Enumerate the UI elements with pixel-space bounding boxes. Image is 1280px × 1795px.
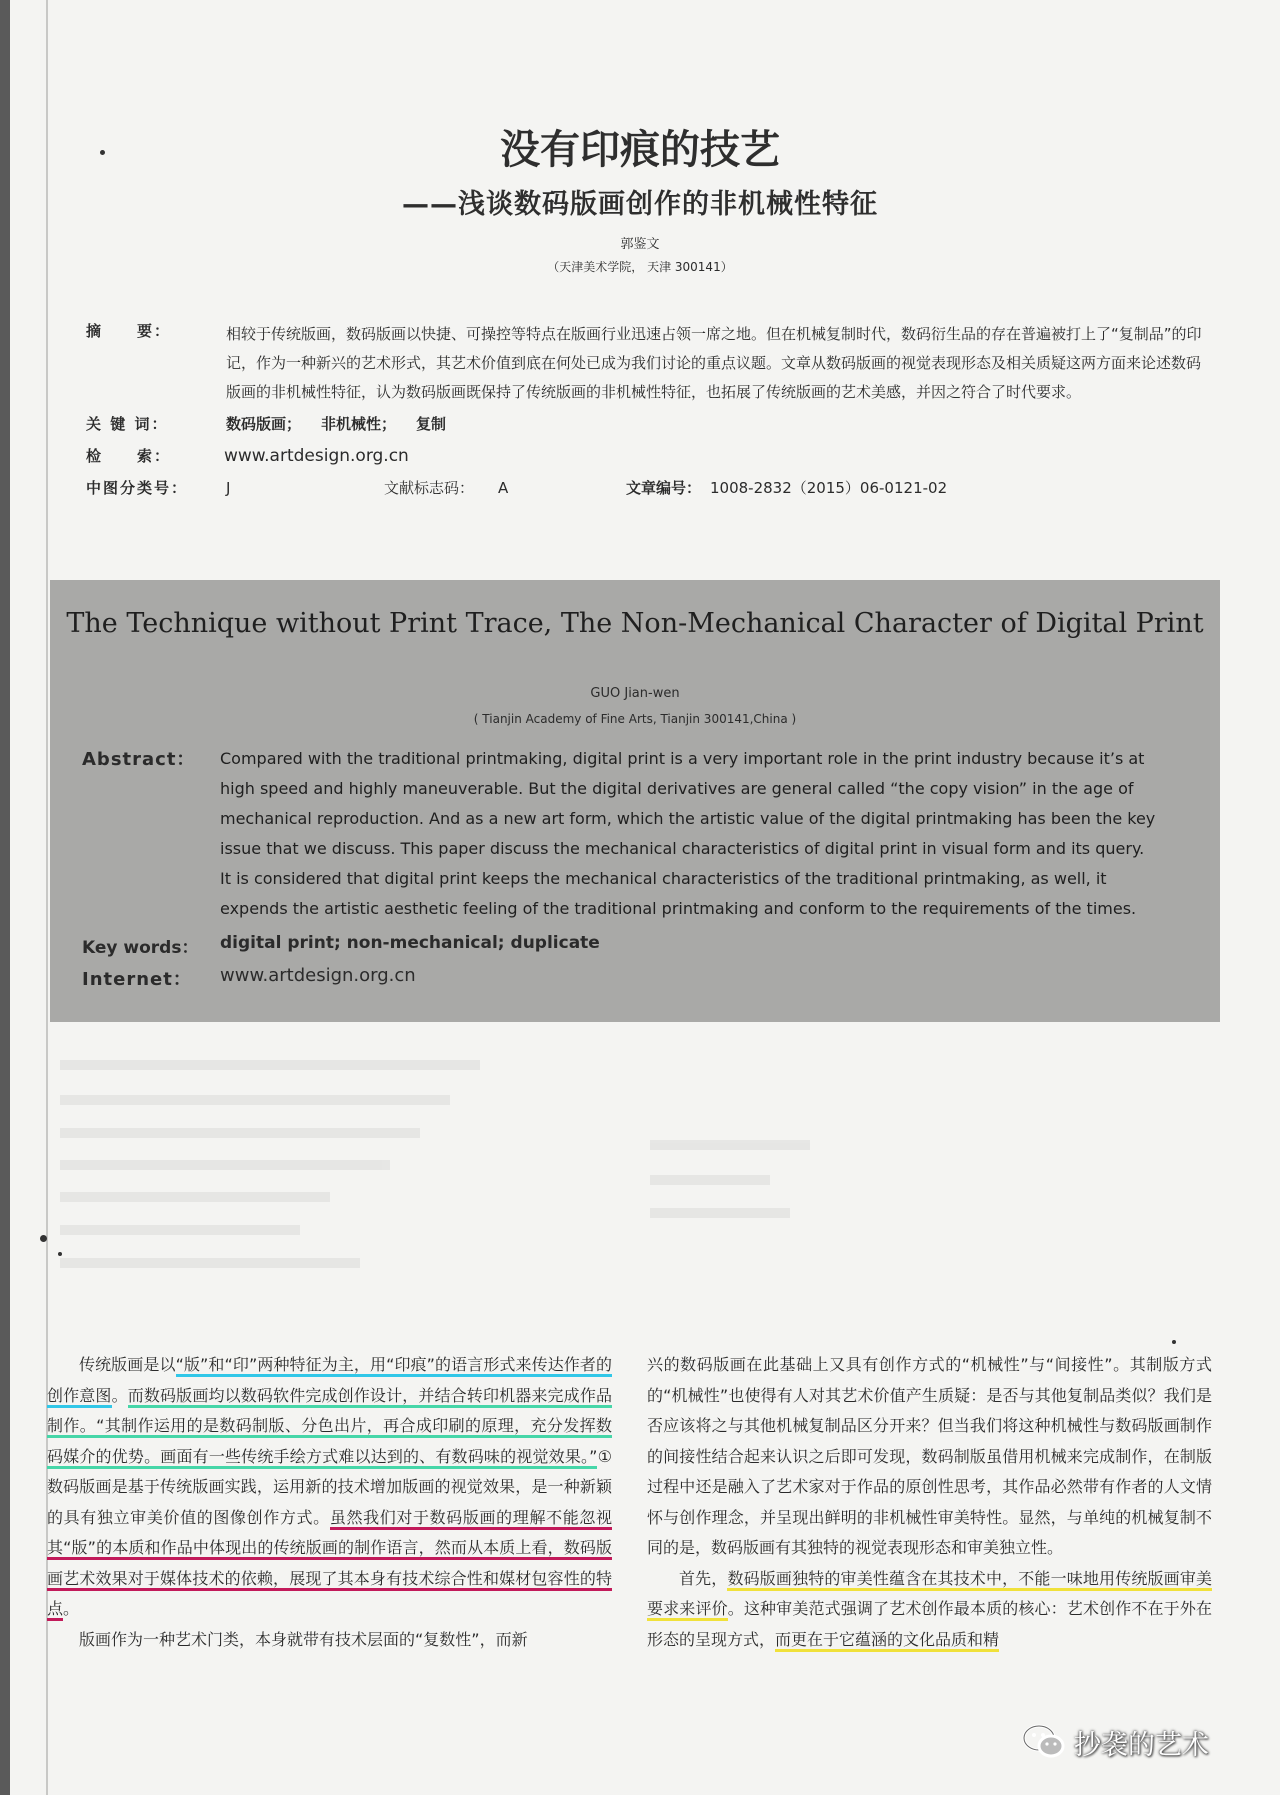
english-title: The Technique without Print Trace, The Non-Mechanical Character of Digital Print [66,608,1204,639]
scan-speck [40,1235,47,1242]
body-run: 。 [111,1385,128,1405]
highlighted-run: “版”和“印”两种特征为主，用“印痕”的语言形式来传达作者的创作意图 [47,1355,612,1408]
wechat-icon [1022,1722,1066,1762]
english-abstract-text: Compared with the traditional printmaking, digital print is a very important role in the print industry because it’s at high speed and highly maneuverable. But the digital derivatives are general called “the copy vision” in the age of mechanical reproduction. And as a new art form, which the artistic value of the digital printmaking has been the key issue that we discuss. This paper discuss the mechanical characteristics of digital print in visual form and its query. It is considered that digital print keeps the mechanical characteristics of the traditional printmaking, as well, it expends the artistic aesthetic feeling of the traditional printmaking and conform to the requirements of the times. [220,749,1156,918]
doc-code-label: 文献标志码： [384,479,475,497]
english-abstract-label: Abstract： [82,749,196,770]
cn-abstract-text: 相较于传统版画，数码版画以快捷、可操控等特点在版画行业迅速占领一席之地。但在机械复制时代，数码衍生品的存在普遍被打上了“复制品”的印记，作为一种新兴的艺术形式，其艺术价值到底在何处已成为我们讨论的重点议题。文章从数码版画的视觉表现形态及相关质疑这两方面来论述数码版画的非机械性特征，认为数码版画既保持了传统版画的非机械性特征，也拓展了传统版画的艺术美感，并因之符合了时代要求。 [226,325,1202,401]
body-column-right [647,1350,1212,1655]
english-author: GUO Jian-wen [590,686,680,701]
highlighted-run: 而数码版画均以数码软件完成创作设计，并结合转印机器来完成作品制作。“其制作运用的是数码制版、分色出片，再合成印刷的原理，充分发挥数码媒介的优势。画面有一些传统手绘方式难以达到的、有数码味的视觉效果。” [47,1386,612,1469]
author-affiliation: （天津美术学院， 天津 300141） [547,260,733,274]
cn-keywords-row [86,409,1206,439]
highlighted-run: 而更在于它蕴涵的文化品质和精 [775,1630,999,1652]
scan-speck [100,150,105,155]
body-column-left [47,1350,612,1655]
cn-classification-row [86,473,1206,503]
cn-search-row [86,441,1206,471]
cn-abstract-row [86,320,1206,407]
cn-class-value: J [226,479,231,497]
body-paragraph: 兴的数码版画在此基础上又具有创作方式的“机械性”与“间接性”。其制版方式的“机械性”也使得有人对其艺术价值产生质疑：是否与其他复制品类似？我们是否应该将之与其他机械复制品区分开来？但当我们将这种机械性与数码版画制作的间接性结合起来认识之后即可发现，数码制版虽借用机械来完成制作，在制版过程中还是融入了艺术家对于作品的原创性思考，其作品必然带有作者的人文情怀与创作理念，并呈现出鲜明的非机械性审美特性。显然，与单纯的机械复制不同的是，数码版画有其独特的视觉表现形态和审美独立性。 [647,1355,1212,1557]
highlighted-run: 虽然我们对于数码版画的理解不能忽视其“版”的本质和作品中体现出的传统版画的制作语言，然而从本质上看，数码版画艺术效果对于媒体技术的依赖，展现了其本身有技术综合性和媒材包容性的特点 [47,1508,612,1622]
cn-keyword: 非机械性； [321,415,397,433]
body-paragraph: 版画作为一种艺术门类，本身就带有技术层面的“复数性”，而新 [79,1629,528,1649]
body-run: ①数码版画是基于传统版画实践，运用新的技术增加版画的视觉效果，是一种新颖的具有独立审美价值的图像创作方式。 [47,1446,612,1527]
show-through-text [60,1040,1210,1320]
scan-speck [1172,1340,1176,1344]
author-name: 郭鉴文 [620,237,660,252]
cn-keyword: 复制 [416,415,447,433]
english-internet-url: www.artdesign.org.cn [220,965,416,986]
english-keywords-label: Key words： [82,938,199,958]
doc-code-value: A [498,479,509,497]
cn-search-url: www.artdesign.org.cn [224,446,409,466]
article-no-label: 文章编号： [626,479,702,497]
article-no-value: 1008-2832（2015）06-0121-02 [710,479,948,497]
wechat-watermark [1022,1722,1209,1762]
article-subtitle: ——浅谈数码版画创作的非机械性特征 [402,189,878,220]
scan-speck [58,1252,62,1256]
cn-keyword: 数码版画； [226,415,302,433]
body-run: 。 [63,1599,80,1618]
watermark-text: 抄袭的艺术 [1074,1729,1209,1761]
body-run: 首先， [679,1568,728,1588]
highlighted-run: 数码版画独特的审美性蕴含在其技术中，不能一味地用传统版画审美要求来评价 [647,1569,1212,1622]
cn-search-label: 检 索： [86,447,172,465]
cn-keywords-value [226,409,466,439]
article-title: 没有印痕的技艺 [500,126,780,173]
body-run: 传统版画是以 [79,1355,176,1374]
body-run: 。这种审美范式强调了艺术创作最本质的核心：艺术创作不在于外在形态的呈现方式， [647,1599,1212,1649]
chinese-abstract-block [86,320,1206,503]
body-paragraph [47,1350,612,1625]
english-affiliation: ( Tianjin Academy of Fine Arts, Tianjin 300141,China ) [473,712,797,726]
english-internet-label: Internet： [82,969,192,990]
cn-class-label: 中图分类号： [86,479,189,497]
cn-abstract-label: 摘 要： [86,322,172,340]
english-keywords-value: digital print; non-mechanical; duplicate [220,933,600,953]
english-abstract-box [50,580,1220,1022]
cn-keywords-label: 关 键 词： [86,415,169,433]
body-paragraph [647,1564,1212,1656]
